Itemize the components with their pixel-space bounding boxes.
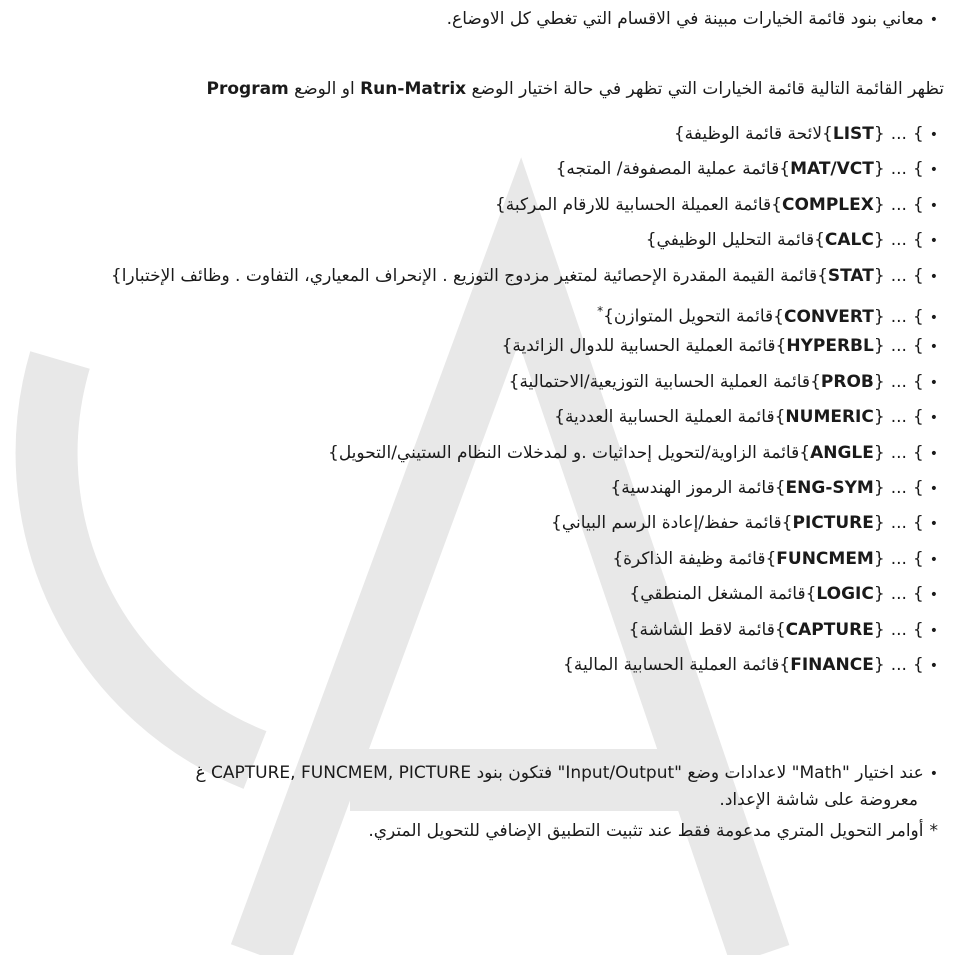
menu-item-key-label: LIST	[832, 124, 874, 144]
ellipsis: ...	[890, 336, 907, 356]
footnote-marker: *	[929, 821, 938, 841]
menu-item-key-label: PICTURE	[792, 513, 874, 533]
close-brace: }	[612, 549, 624, 569]
open-brace: {	[912, 372, 924, 392]
open-brace: {	[779, 159, 791, 179]
ellipsis: ...	[890, 230, 907, 250]
menu-item-key-label: NUMERIC	[785, 407, 874, 427]
close-brace: }	[610, 478, 622, 498]
open-brace: {	[912, 443, 924, 463]
intro-mode-program: Program	[206, 79, 289, 99]
open-brace: {	[799, 443, 811, 463]
close-brace: }	[327, 443, 339, 463]
bullet-icon: •	[929, 339, 938, 355]
close-brace: }	[873, 513, 885, 533]
menu-item-eng-sym	[610, 477, 938, 500]
bullet-icon: •	[929, 623, 938, 639]
open-brace: {	[912, 655, 924, 675]
menu-item-description: قائمة العملية الحسابية التوزيعية/الاحتمالية	[519, 372, 811, 392]
menu-item-finance	[563, 654, 938, 677]
menu-item-key-label: STAT	[827, 266, 874, 286]
menu-item-description: قائمة الرموز الهندسية	[621, 478, 775, 498]
open-brace: {	[775, 336, 787, 356]
open-brace: {	[912, 584, 924, 604]
open-brace: {	[805, 584, 817, 604]
open-brace: {	[810, 372, 821, 392]
ellipsis: ...	[890, 195, 907, 215]
bullet-icon: •	[929, 410, 938, 426]
close-brace: }	[873, 549, 885, 569]
menu-item-description: قائمة العملية الحسابية العددية	[564, 407, 775, 427]
open-brace: {	[912, 230, 924, 250]
menu-item-angle	[328, 442, 938, 465]
menu-item-calc	[646, 229, 938, 252]
intro-prefix: تظهر القائمة التالية قائمة الخيارات التي تظهر في حالة اختيار الوضع	[471, 79, 944, 99]
menu-item-list	[674, 123, 938, 146]
menu-item-key-label: CAPTURE	[785, 620, 874, 640]
close-brace: }	[110, 266, 122, 286]
menu-item-key	[779, 655, 923, 675]
menu-item-prob	[509, 371, 938, 394]
ellipsis: ...	[890, 584, 907, 604]
ellipsis: ...	[890, 124, 907, 144]
open-brace: {	[912, 306, 924, 327]
ellipsis: ...	[890, 549, 907, 569]
close-brace: }	[873, 336, 885, 356]
menu-item-numeric	[554, 406, 938, 429]
close-brace: }	[673, 124, 685, 144]
intro-paragraph	[207, 78, 945, 100]
top-bullet-line	[447, 8, 938, 31]
menu-item-key	[782, 513, 924, 533]
ellipsis: ...	[890, 478, 907, 498]
menu-item-stat	[111, 265, 938, 288]
bullet-icon: •	[929, 446, 938, 462]
menu-item-key-label: ENG-SYM	[785, 478, 874, 498]
menu-item-key	[775, 620, 924, 640]
ellipsis: ...	[890, 407, 907, 427]
close-brace: }	[873, 266, 885, 286]
close-brace: }	[873, 655, 885, 675]
menu-item-key-label: CALC	[824, 230, 874, 250]
open-brace: {	[912, 549, 924, 569]
open-brace: {	[912, 266, 924, 286]
ellipsis: ...	[890, 655, 907, 675]
menu-item-key	[765, 549, 923, 569]
bullet-icon: •	[929, 516, 938, 532]
menu-item-key-label: ANGLE	[810, 443, 874, 463]
intro-middle: او الوضع	[294, 79, 355, 99]
menu-item-funcmem	[612, 548, 938, 571]
menu-item-description: قائمة التحليل الوظيفي	[656, 230, 815, 250]
menu-item-description: قائمة العميلة الحسابية للارقام المركبة	[505, 195, 772, 215]
bullet-icon: •	[929, 233, 938, 249]
menu-item-logic	[629, 583, 938, 606]
open-brace: {	[779, 655, 791, 675]
close-brace: }	[873, 195, 885, 215]
note-math-text2: معروضة على شاشة الإعداد.	[719, 790, 918, 810]
close-brace: }	[555, 159, 567, 179]
menu-item-capture	[629, 619, 938, 642]
ellipsis: ...	[890, 372, 907, 392]
open-brace: {	[912, 124, 924, 144]
menu-item-key-label: PROB	[820, 372, 874, 392]
close-brace: }	[508, 372, 520, 392]
menu-item-picture	[551, 512, 938, 535]
menu-item-key	[773, 307, 924, 327]
ellipsis: ...	[890, 266, 907, 286]
bullet-icon: •	[929, 162, 938, 178]
bullet-icon: •	[929, 309, 938, 326]
bullet-icon: •	[929, 766, 938, 782]
close-brace: }	[873, 124, 885, 144]
menu-item-description: لائحة قائمة الوظيفة	[684, 124, 823, 144]
close-brace: }	[551, 513, 562, 533]
close-brace: }	[873, 230, 885, 250]
menu-item-description: قائمة العملية الحسابية المالية	[573, 655, 780, 675]
menu-item-description: قائمة المشغل المنطقي	[640, 584, 806, 604]
open-brace: {	[822, 124, 833, 144]
menu-item-key	[822, 124, 924, 144]
close-brace: }	[645, 230, 657, 250]
close-brace: }	[563, 655, 574, 675]
open-brace: {	[774, 478, 786, 498]
menu-item-key	[779, 159, 924, 179]
menu-item-key	[806, 584, 924, 604]
footnote-text: أوامر التحويل المتري مدعومة فقط عند تثبيت التطبيق الإضافي للتحويل المتري.	[368, 821, 924, 841]
menu-item-key	[817, 266, 924, 286]
close-brace: }	[501, 336, 513, 356]
close-brace: }	[873, 306, 885, 327]
open-brace: {	[773, 306, 784, 327]
close-brace: }	[603, 306, 614, 327]
menu-item-key-label: HYPERBL	[786, 336, 874, 356]
close-brace: }	[554, 407, 565, 427]
open-brace: {	[771, 195, 782, 215]
ellipsis: ...	[890, 620, 907, 640]
menu-item-key	[810, 372, 924, 392]
ellipsis: ...	[890, 513, 907, 533]
open-brace: {	[912, 195, 924, 215]
close-brace: }	[873, 584, 885, 604]
open-brace: {	[817, 266, 828, 286]
menu-item-description: قائمة التحويل المتوازن	[613, 306, 774, 327]
menu-item-key	[799, 443, 924, 463]
bullet-icon: •	[929, 375, 938, 391]
open-brace: {	[912, 620, 924, 640]
footnote-line	[368, 820, 938, 842]
close-brace: }	[494, 195, 506, 215]
open-brace: {	[781, 513, 793, 533]
menu-item-hyperbl	[502, 335, 938, 358]
intro-mode-run-matrix: Run-Matrix	[360, 79, 467, 99]
menu-item-key	[775, 478, 924, 498]
close-brace: }	[629, 584, 641, 604]
close-brace: }	[873, 443, 885, 463]
open-brace: {	[774, 407, 786, 427]
menu-item-description: قائمة العملية الحسابية للدوال الزائدية	[512, 336, 776, 356]
menu-item-description: قائمة الزاوية/لتحويل إحداثيات .و لمدخلات النظام الستيني/التحويل	[338, 443, 800, 463]
note-math-line1	[195, 762, 938, 785]
menu-item-description: قائمة حفظ/إعادة الرسم البياني	[561, 513, 782, 533]
footnote-marker: *	[597, 304, 604, 318]
bullet-icon: •	[929, 198, 938, 214]
bullet-icon: •	[929, 12, 938, 28]
menu-item-key-label: FINANCE	[790, 655, 874, 675]
menu-item-key	[814, 230, 924, 250]
menu-item-description: قائمة القيمة المقدرة الإحصائية لمتغير مزدوج التوزيع . الإنحراف المعياري، التفاوت . وظائف الإختبارا	[121, 266, 818, 286]
close-brace: }	[873, 372, 885, 392]
note-math-text1: عند اختيار "Math" لاعدادات وضع "Input/Output" فتكون بنود CAPTURE, FUNCMEM, PICTURE غ	[195, 763, 924, 783]
ellipsis: ...	[890, 443, 907, 463]
bullet-icon: •	[929, 587, 938, 603]
bullet-icon: •	[929, 269, 938, 285]
ellipsis: ...	[890, 159, 907, 179]
menu-item-key	[771, 195, 924, 215]
menu-item-key-label: MAT/VCT	[790, 159, 874, 179]
close-brace: }	[873, 407, 885, 427]
menu-item-key	[776, 336, 924, 356]
close-brace: }	[873, 620, 885, 640]
ellipsis: ...	[890, 306, 907, 327]
menu-item-description: قائمة وظيفة الذاكرة	[623, 549, 766, 569]
menu-item-description: قائمة عملية المصفوفة/ المتجه	[566, 159, 780, 179]
top-bullet-text: معاني بنود قائمة الخيارات مبينة في الاقسام التي تغطي كل الاوضاع.	[446, 9, 924, 29]
menu-item-description: قائمة لاقط الشاشة	[639, 620, 775, 640]
menu-item-key-label: COMPLEX	[782, 195, 874, 215]
menu-item-key-label: CONVERT	[784, 306, 874, 327]
open-brace: {	[814, 230, 825, 250]
menu-item-convert	[597, 300, 938, 329]
open-brace: {	[774, 620, 786, 640]
close-brace: }	[628, 620, 640, 640]
menu-item-mat-vct	[556, 158, 938, 181]
bullet-icon: •	[929, 658, 938, 674]
note-math-line2	[719, 789, 918, 811]
open-brace: {	[765, 549, 777, 569]
bullet-icon: •	[929, 552, 938, 568]
open-brace: {	[912, 513, 924, 533]
open-brace: {	[912, 336, 924, 356]
close-brace: }	[873, 159, 885, 179]
close-brace: }	[873, 478, 885, 498]
bullet-icon: •	[929, 127, 938, 143]
open-brace: {	[912, 407, 924, 427]
open-brace: {	[912, 478, 924, 498]
menu-item-key-label: FUNCMEM	[776, 549, 874, 569]
open-brace: {	[912, 159, 924, 179]
bullet-icon: •	[929, 481, 938, 497]
menu-item-key-label: LOGIC	[816, 584, 874, 604]
menu-item-key	[775, 407, 924, 427]
menu-item-complex	[495, 194, 938, 217]
